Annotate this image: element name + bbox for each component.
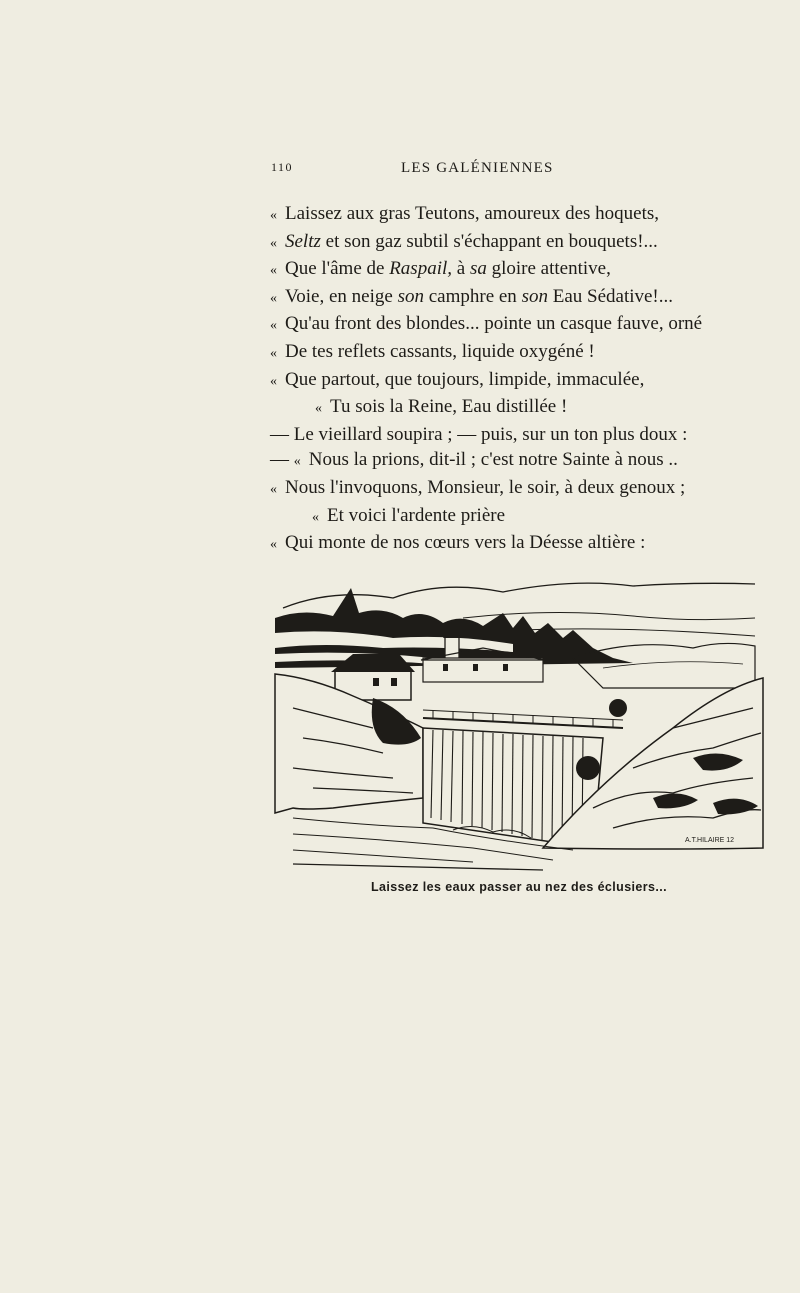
poem-line: « Seltz et son gaz subtil s'échappant en bouquets!... xyxy=(270,230,658,252)
running-title: LES GALÉNIENNES xyxy=(401,160,554,176)
poem-line: « Nous l'invoquons, Monsieur, le soir, à deux genoux ; xyxy=(270,476,686,498)
poem-line: « Et voici l'ardente prière xyxy=(312,504,506,526)
poem-line: — Le vieillard soupira ; — puis, sur un ton plus doux : xyxy=(270,423,688,445)
page-number: 110 xyxy=(271,160,294,174)
illustration-caption: Laissez les eaux passer au nez des éclusiers... xyxy=(370,880,668,894)
poem-line: « Qui monte de nos cœurs vers la Déesse altière : xyxy=(270,532,646,554)
poem-line: « Laissez aux gras Teutons, amoureux des hoquets, xyxy=(270,203,660,224)
poem-line: « Qu'au front des blondes... pointe un casque fauve, orné xyxy=(270,313,703,335)
illustration-signature: A.T.HILAIRE 12 xyxy=(685,837,735,844)
poem-line: « Que l'âme de Raspail, à sa gloire attentive, xyxy=(270,258,611,280)
poem-line: — « Nous la prions, dit-il ; c'est notre Sainte à nous .. xyxy=(270,449,678,471)
poem-line: « Tu sois la Reine, Eau distillée ! xyxy=(315,396,568,418)
poem-line: « De tes reflets cassants, liquide oxygéné ! xyxy=(270,340,595,362)
poem-line: « Voie, en neige son camphre en son Eau Sédative!... xyxy=(270,285,674,307)
poem xyxy=(270,201,790,558)
poem-line: « Que partout, que toujours, limpide, immaculée, xyxy=(270,368,645,390)
waterfall-illustration xyxy=(273,578,765,874)
